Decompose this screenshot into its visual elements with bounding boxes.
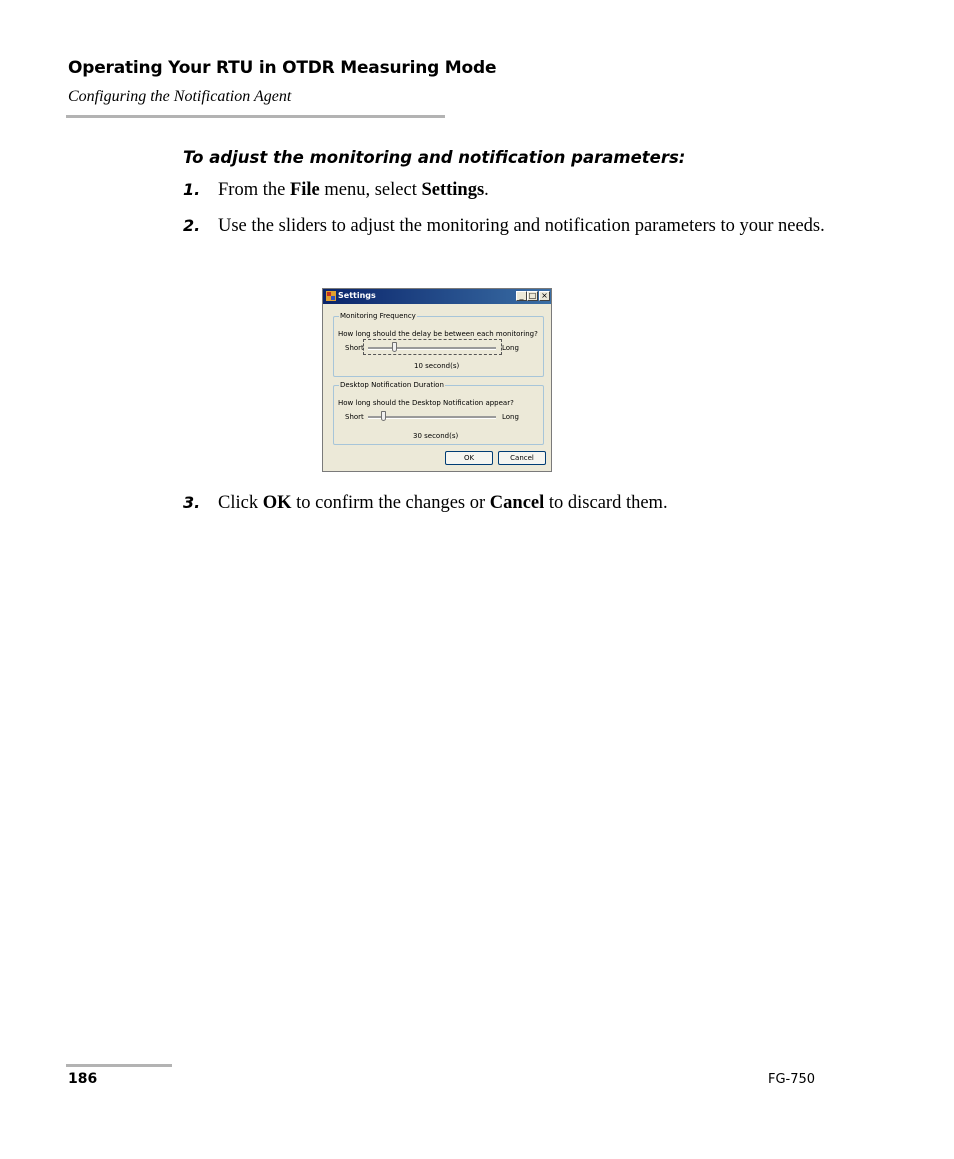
monitoring-slider-track — [368, 347, 496, 350]
notification-slider-thumb[interactable] — [381, 411, 386, 421]
settings-dialog — [322, 288, 552, 472]
step-1-number: 1. — [183, 180, 201, 199]
monitoring-value: 10 second(s) — [414, 362, 460, 370]
page-number: 186 — [68, 1071, 98, 1087]
ok-button[interactable]: OK — [445, 451, 493, 465]
notification-value: 30 second(s) — [413, 432, 459, 440]
section-subtitle: Configuring the Notification Agent — [68, 88, 292, 105]
procedure-title: To adjust the monitoring and notification parameters: — [183, 148, 686, 167]
file-menu-ref: File — [289, 180, 320, 200]
settings-ref: Settings — [421, 180, 485, 200]
step-1-text: From the File menu, select Settings. — [218, 180, 489, 200]
notification-question: How long should the Desktop Notification appear? — [338, 399, 514, 407]
step-3-number: 3. — [183, 493, 201, 512]
maximize-icon[interactable]: □ — [528, 291, 537, 300]
group-label-notification: Desktop Notification Duration — [340, 381, 444, 389]
notification-duration-group — [333, 381, 544, 445]
monitoring-slider-thumb[interactable] — [392, 342, 397, 352]
footer-rule — [66, 1064, 172, 1067]
monitoring-frequency-group — [333, 312, 544, 377]
cancel-button[interactable]: Cancel — [498, 451, 546, 465]
step-2-text: Use the sliders to adjust the monitoring and notification parameters to your needs. — [218, 216, 825, 236]
monitoring-min-label: Short — [345, 344, 364, 352]
step-2-number: 2. — [183, 216, 201, 235]
monitoring-max-label: Long — [502, 344, 519, 352]
dialog-title: Settings — [338, 291, 376, 300]
cancel-ref: Cancel — [489, 493, 545, 513]
notification-max-label: Long — [502, 413, 519, 421]
step-3-text: Click OK to confirm the changes or Cancel to discard them. — [218, 493, 668, 513]
group-label-monitoring: Monitoring Frequency — [340, 312, 416, 320]
dialog-titlebar — [323, 289, 551, 304]
minimize-icon[interactable]: _ — [516, 291, 527, 301]
header-rule — [66, 115, 445, 118]
ok-ref: OK — [262, 493, 292, 513]
app-icon — [326, 291, 336, 301]
notification-slider-track — [368, 416, 496, 419]
product-model: FG-750 — [768, 1072, 816, 1087]
notification-min-label: Short — [345, 413, 364, 421]
chapter-title: Operating Your RTU in OTDR Measuring Mode — [68, 58, 497, 78]
close-icon[interactable]: × — [539, 291, 550, 301]
monitoring-question: How long should the delay be between each monitoring? — [338, 330, 538, 338]
